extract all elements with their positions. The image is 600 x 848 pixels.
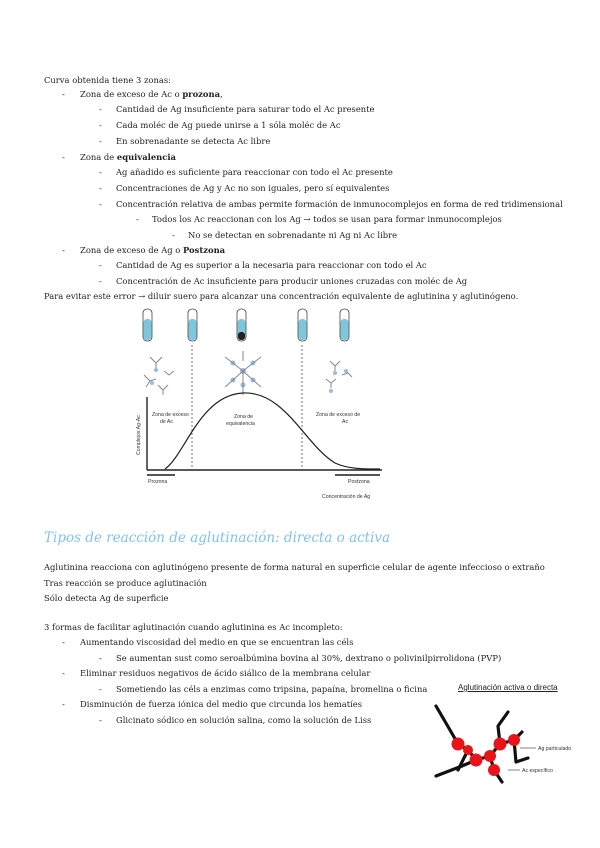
avoid-error-text: Para evitar este error → diluir suero para alcanzar una concentración equivalente de aglutinina y aglutinógeno.: [44, 291, 519, 301]
zone-right-label: Zona de exceso de: [316, 412, 361, 418]
zone2-item: Concentración relativa de ambas permite formación de inmunocomplejos en forma de red tridimensional: [116, 199, 563, 209]
zone3-title: Zona de exceso de Ag o Postzona: [80, 245, 226, 255]
form-item: Disminución de fuerza iónica del medio que circunda los hematíes: [80, 699, 363, 709]
section-title: Tipos de reacción de aglutinación: directa o activa: [44, 530, 391, 546]
zone-mid-label: Zona de: [234, 414, 254, 420]
agglutination-diagram-title: Aglutinación activa o directa: [458, 683, 558, 692]
antigen-particle: [470, 754, 483, 767]
zone2-item: Ag añadido es suficiente para reaccionar con todo el Ac presente: [116, 167, 393, 177]
paragraph: Sólo detecta Ag de superficie: [44, 593, 169, 603]
y-axis-label: Complejos Ag-Ac: [136, 415, 142, 455]
zone-left-label: Zona de exceso: [152, 412, 189, 418]
forms-intro: 3 formas de facilitar aglutinación cuando aglutinina es Ac incompleto:: [44, 622, 343, 632]
tube-icon: [298, 309, 307, 341]
zone2-sub: Todos los Ac reaccionan con los Ag → todos se usan para formar inmunocomplejos: [152, 214, 502, 224]
zone3-item: Cantidad de Ag es superior a la necesaria para reaccionar con todo el Ac: [116, 260, 427, 270]
immunocomplex-center-icon: [225, 351, 261, 395]
ac-especifico-label: Ac específico: [522, 768, 553, 774]
form-subitem: Sometiendo las céls a enzimas como tripsina, papaína, bromelina o ficina: [116, 684, 428, 694]
zone2-subsub: No se detectan en sobrenadante ni Ag ni Ac libre: [188, 230, 398, 240]
svg-text:Ac: Ac: [342, 419, 349, 425]
zones-intro: Curva obtenida tiene 3 zonas:: [44, 75, 171, 85]
agglutination-diagram: [428, 700, 578, 785]
form-item: Eliminar residuos negativos de ácido siálico de la membrana celular: [80, 668, 371, 678]
form-subitem: Se aumentan sust como seroalbúmina bovina al 30%, dextrano o polivinilpirrolidona (PVP): [116, 653, 502, 663]
zone3-item: Concentración de Ac insuficiente para producir uniones cruzadas con moléc de Ag: [116, 276, 468, 286]
ag-particulado-label: Ag particulado: [538, 746, 572, 752]
zone1-item: Cada moléc de Ag puede unirse a 1 sóla moléc de Ac: [116, 120, 341, 130]
prozona-label: Prozona: [148, 479, 168, 485]
svg-text:equivalencia: equivalencia: [226, 421, 255, 427]
paragraph: Aglutinina reacciona con aglutinógeno presente de forma natural en superficie celular de agente infeccioso o extraño: [44, 562, 545, 572]
postzona-label: Postzona: [348, 479, 370, 485]
zone1-item: Cantidad de Ag insuficiente para saturar todo el Ac presente: [116, 104, 375, 114]
zone2-item: Concentraciones de Ag y Ac no son iguales, pero sí equivalentes: [116, 183, 390, 193]
form-subitem: Glicinato sódico en solución salina, como la solución de Liss: [116, 715, 372, 725]
bullet-dash: -: [62, 89, 65, 99]
form-item: Aumentando viscosidad del medio en que se encuentran las céls: [80, 637, 354, 647]
antigen-particle: [484, 750, 496, 762]
immunocomplex-right-icon: [326, 361, 352, 393]
tube-icon: [188, 309, 197, 341]
precipitation-curve-figure: [130, 305, 390, 505]
antigen-particle: [452, 738, 465, 751]
svg-text:de Ac: de Ac: [160, 419, 173, 425]
antigen-particle: [494, 738, 507, 751]
zone1-item: En sobrenadante se detecta Ac libre: [116, 136, 271, 146]
paragraph: Tras reacción se produce aglutinación: [44, 578, 207, 588]
tube-icon: [143, 309, 152, 341]
zone1-title: Zona de exceso de Ac o prozona,: [80, 89, 223, 99]
tube-icon: [237, 309, 246, 341]
antigen-particle: [463, 745, 473, 755]
antigen-particle: [508, 734, 520, 746]
antigen-particle: [488, 764, 500, 776]
immunocomplex-left-icon: [144, 357, 174, 395]
tube-icon: [340, 309, 349, 341]
zone2-title: Zona de equivalencia: [80, 152, 176, 162]
bell-curve: [165, 393, 380, 469]
x-axis-label: Concentración de Ag: [322, 494, 371, 500]
